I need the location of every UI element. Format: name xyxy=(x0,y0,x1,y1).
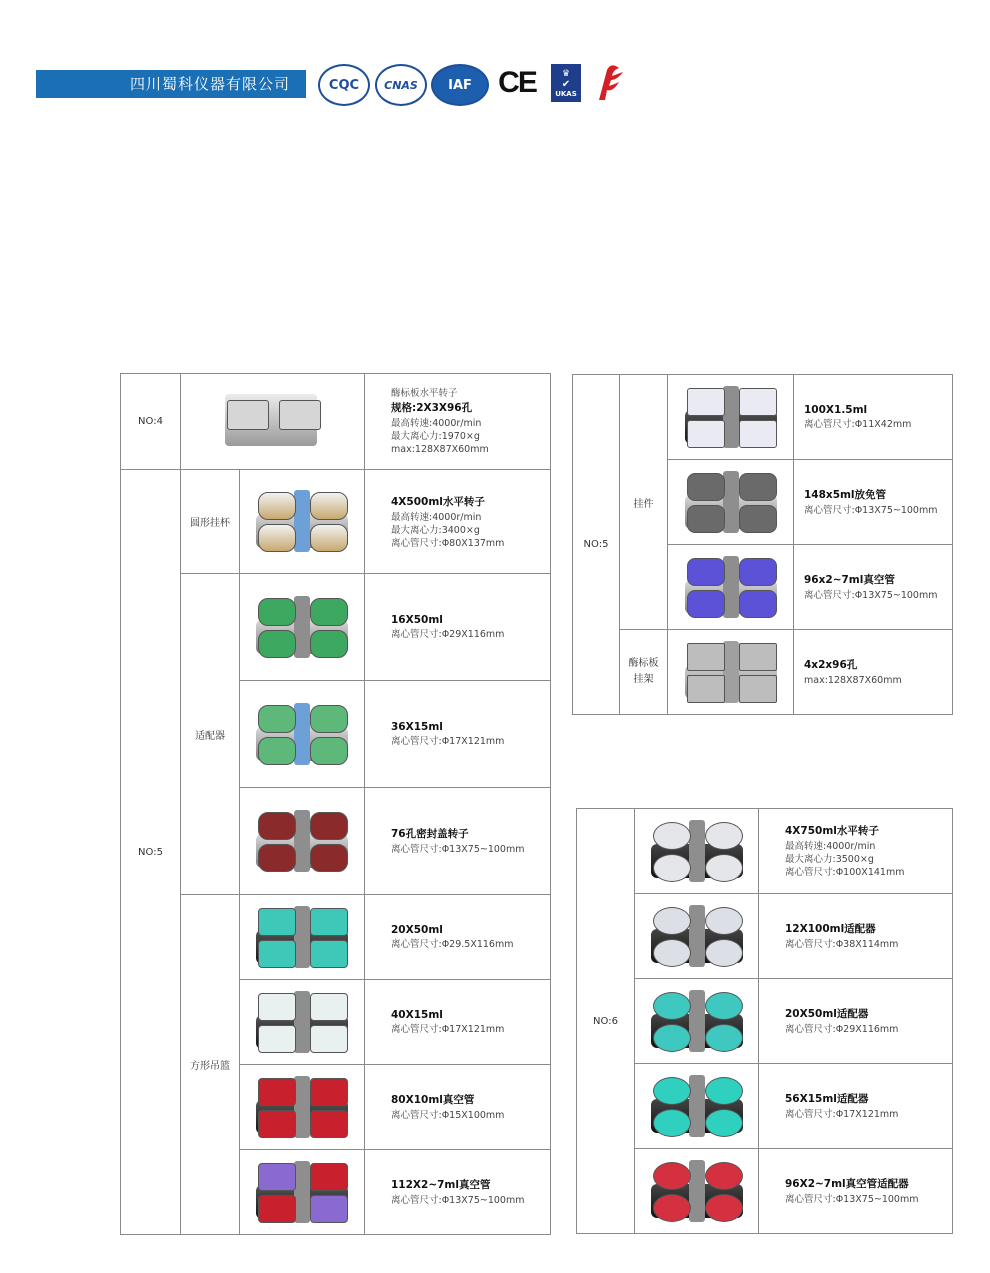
right-top-spec-table xyxy=(572,374,953,715)
product-image xyxy=(647,1154,747,1226)
product-spec xyxy=(365,1065,551,1150)
spec-line: 离心管尺寸:Φ29X116mm xyxy=(785,1024,899,1035)
product-spec xyxy=(365,1150,551,1235)
no4-label: NO:4 xyxy=(121,374,181,470)
spec-line: 规格:2X3X96孔 xyxy=(391,402,473,414)
product-image-cell xyxy=(240,470,365,574)
spec-line: 离心管尺寸:Φ29X116mm xyxy=(391,628,505,640)
cnas-logo: CNAS xyxy=(375,64,427,106)
product-spec xyxy=(759,1064,953,1149)
product-image-cell xyxy=(635,894,759,979)
spec-line: max:128X87X60mm xyxy=(391,444,489,455)
spec-line: 离心管尺寸:Φ15X100mm xyxy=(391,1110,505,1121)
spec-line: 离心管尺寸:Φ13X75~100mm xyxy=(804,590,938,601)
ce-mark: CE xyxy=(498,66,536,99)
group-label-square-basket: 方形吊篮 xyxy=(181,895,240,1235)
product-image xyxy=(252,900,352,972)
product-spec xyxy=(365,788,551,895)
company-name-banner: 四川蜀科仪器有限公司 xyxy=(36,70,306,98)
product-image xyxy=(647,814,747,886)
spec-line: 离心管尺寸:Φ29.5X116mm xyxy=(391,938,514,950)
product-image-cell xyxy=(635,1064,759,1149)
spec-line: 最高转速:4000r/min xyxy=(391,511,482,523)
table-row xyxy=(573,375,953,460)
table-row xyxy=(121,574,551,681)
product-image-cell xyxy=(240,1150,365,1235)
product-image xyxy=(252,590,352,662)
spec-line: max:128X87X60mm xyxy=(804,675,902,686)
check-icon: ✔ xyxy=(561,78,571,90)
spec-line: 最高转速:4000r/min xyxy=(391,418,482,429)
product-spec xyxy=(365,681,551,788)
table-row xyxy=(121,895,551,980)
product-title: 4X750ml水平转子 xyxy=(785,825,879,837)
no6-label: NO:6 xyxy=(577,809,635,1234)
product-spec xyxy=(794,460,953,545)
product-image-cell xyxy=(668,460,794,545)
spec-line: 离心管尺寸:Φ17X121mm xyxy=(391,1023,505,1035)
product-title: 112X2~7ml真空管 xyxy=(391,1179,491,1191)
product-image xyxy=(681,465,781,537)
table-row xyxy=(121,470,551,574)
product-spec xyxy=(759,894,953,979)
spec-line: 最大离心力:3400×g xyxy=(391,524,480,536)
product-image-cell xyxy=(668,545,794,630)
no5-label: NO:5 xyxy=(573,375,620,715)
spec-line: 最大离心力:1970×g xyxy=(391,431,480,442)
product-image-cell xyxy=(240,788,365,895)
ukas-logo xyxy=(551,64,581,102)
product-image-cell xyxy=(240,1065,365,1150)
product-image xyxy=(252,484,352,556)
product-image xyxy=(647,1069,747,1141)
product-image-cell xyxy=(635,979,759,1064)
product-title: 76孔密封盖转子 xyxy=(391,828,469,840)
product-image-cell xyxy=(240,681,365,788)
product-title: 96X2~7ml真空管适配器 xyxy=(785,1178,909,1190)
spec-title: 酶标板水平转子 xyxy=(391,388,458,399)
product-spec xyxy=(759,979,953,1064)
spec-line: 离心管尺寸:Φ17X121mm xyxy=(785,1109,899,1120)
no4-row xyxy=(121,374,551,470)
table-row xyxy=(573,630,953,715)
product-image-cell xyxy=(240,980,365,1065)
left-spec-table xyxy=(120,373,551,1235)
product-title: 40X15ml xyxy=(391,1008,443,1021)
spec-line: 离心管尺寸:Φ11X42mm xyxy=(804,418,912,430)
product-image xyxy=(252,1155,352,1227)
crown-icon: ♛ xyxy=(561,68,571,79)
product-title: 100X1.5ml xyxy=(804,403,868,416)
product-image-cell xyxy=(635,809,759,894)
spec-line: 离心管尺寸:Φ100X141mm xyxy=(785,867,905,878)
spec-line: 离心管尺寸:Φ80X137mm xyxy=(391,537,505,549)
microplate-rotor-image xyxy=(221,384,325,456)
ukas-label: UKAS xyxy=(555,89,577,98)
product-title: 4X500ml水平转子 xyxy=(391,495,485,508)
product-image-cell xyxy=(635,1149,759,1234)
product-spec xyxy=(794,545,953,630)
product-spec xyxy=(365,470,551,574)
product-spec xyxy=(365,574,551,681)
red-flame-logo-icon xyxy=(592,64,628,102)
group-label-adapter: 适配器 xyxy=(181,574,240,895)
product-image xyxy=(252,985,352,1057)
cqc-logo: CQC xyxy=(318,64,370,106)
product-image-cell xyxy=(240,574,365,681)
no4-image-cell xyxy=(181,374,365,470)
product-title: 56X15ml适配器 xyxy=(785,1093,869,1105)
table-row xyxy=(577,809,953,894)
product-image xyxy=(681,380,781,452)
group-label-plate-holder: 酶标板 挂架 xyxy=(620,630,668,715)
product-spec xyxy=(794,630,953,715)
iaf-logo: IAF xyxy=(431,64,489,106)
spec-line: 离心管尺寸:Φ13X75~100mm xyxy=(785,1194,919,1205)
product-title: 16X50ml xyxy=(391,613,443,626)
spec-line: 离心管尺寸:Φ17X121mm xyxy=(391,735,505,747)
product-spec xyxy=(794,375,953,460)
spec-line: 离心管尺寸:Φ38X114mm xyxy=(785,939,899,950)
product-image-cell xyxy=(668,630,794,715)
spec-line: 离心管尺寸:Φ13X75~100mm xyxy=(391,1195,525,1206)
product-image xyxy=(647,899,747,971)
spec-line: 最高转速:4000r/min xyxy=(785,841,876,852)
product-image xyxy=(252,1070,352,1142)
product-spec xyxy=(759,809,953,894)
product-image-cell xyxy=(668,375,794,460)
spec-line: 离心管尺寸:Φ13X75~100mm xyxy=(804,505,938,516)
product-image xyxy=(647,984,747,1056)
product-title: 20X50ml xyxy=(391,923,443,936)
product-image xyxy=(681,550,781,622)
product-title: 80X10ml真空管 xyxy=(391,1094,475,1106)
product-spec xyxy=(365,895,551,980)
product-image xyxy=(252,697,352,769)
no5-label: NO:5 xyxy=(121,470,181,1235)
product-image xyxy=(681,635,781,707)
product-title: 36X15ml xyxy=(391,720,443,733)
spec-line: 离心管尺寸:Φ13X75~100mm xyxy=(391,844,525,855)
spec-line: 最大离心力:3500×g xyxy=(785,854,874,865)
product-title: 12X100ml适配器 xyxy=(785,923,876,935)
product-title: 96x2~7ml真空管 xyxy=(804,574,895,586)
group-label-round-cup: 圆形挂杯 xyxy=(181,470,240,574)
product-title: 4x2x96孔 xyxy=(804,659,858,671)
product-image xyxy=(252,804,352,876)
product-title: 148x5ml放免管 xyxy=(804,489,887,501)
product-image-cell xyxy=(240,895,365,980)
right-bottom-spec-table xyxy=(576,808,953,1234)
group-label-hanger: 挂件 xyxy=(620,375,668,630)
product-title: 20X50ml适配器 xyxy=(785,1008,869,1020)
product-spec xyxy=(365,980,551,1065)
no4-spec xyxy=(365,374,551,470)
product-spec xyxy=(759,1149,953,1234)
